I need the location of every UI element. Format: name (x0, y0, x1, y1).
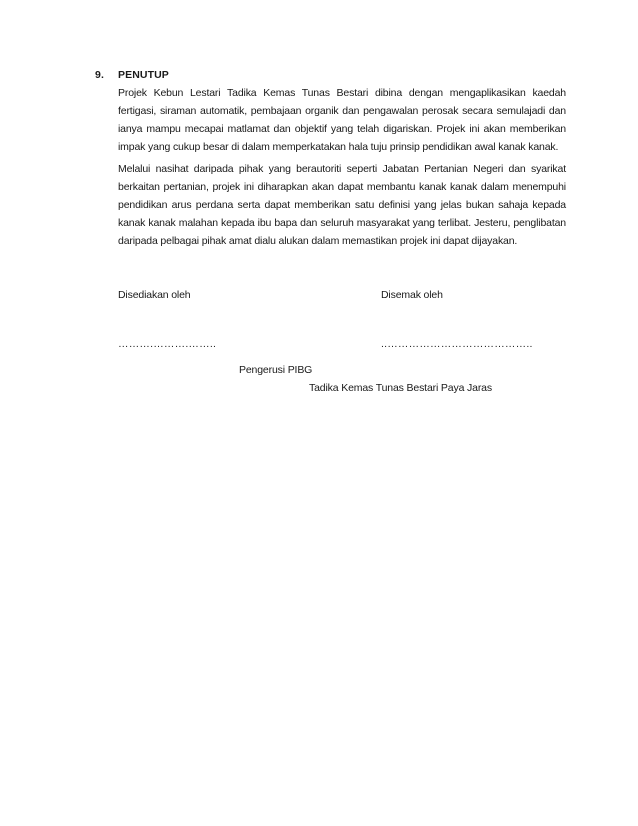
prepared-by-label: Disediakan oleh (118, 289, 191, 301)
checked-by-label: Disemak oleh (381, 289, 443, 301)
signatory-role: Pengerusi PIBG (239, 364, 313, 376)
organization-name: Tadika Kemas Tunas Bestari Paya Jaras (309, 382, 492, 394)
prepared-by-signature-line: ……….……….…….. (118, 338, 217, 350)
section-number: 9. (95, 69, 104, 81)
closing-paragraph-1: Projek Kebun Lestari Tadika Kemas Tunas Bestari dibina dengan mengaplikasikan kaedah fertigasi, siraman automatik, pembajaan organik dan pengawalan perosak secara semulajadi dan ianya mampu mecapai matlamat dan objektif yang telah digariskan. Projek ini akan memberikan impak yang cukup besar di dalam memperkatakan hala tuju prinsip pendidikan awal kanak kanak. (118, 87, 566, 153)
checked-by-signature-line: ..………………………………….. (381, 338, 533, 350)
closing-paragraph-2: Melalui nasihat daripada pihak yang berautoriti seperti Jabatan Pertanian Negeri dan syarikat berkaitan pertanian, projek ini diharapkan akan dapat membantu kanak kanak dalam menempuhi pendidikan arus perdana serta dapat memberikan satu definisi yang jelas bukan sahaja kepada kanak kanak malahan kepada ibu bapa dan seluruh masyarakat yang terlibat. Jesteru, penglibatan daripada pelbagai pihak amat dialu alukan dalam memastikan projek ini dapat dijayakan. (118, 163, 566, 247)
section-title: PENUTUP (118, 69, 169, 81)
